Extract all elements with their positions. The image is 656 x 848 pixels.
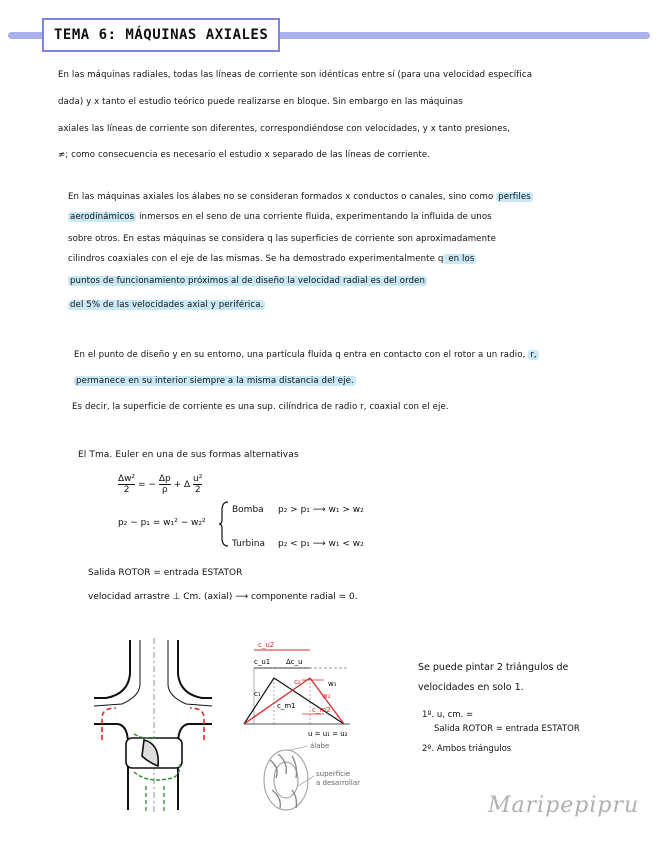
- salida-rotor-text: Salida ROTOR = entrada ESTATOR: [88, 568, 243, 578]
- euler-equation-2: p₂ − p₁ = w₁² − w₂²: [118, 518, 206, 528]
- note-line: Se puede pintar 2 triángulos de: [418, 662, 569, 673]
- label-cm1: c_m1: [277, 702, 296, 710]
- label-u: u = u₁ = u₂: [308, 730, 348, 738]
- frac-den: 2: [123, 485, 130, 495]
- page-title: TEMA 6: MÁQUINAS AXIALES: [42, 18, 280, 52]
- text-segment: En las máquinas axiales los álabes no se consideran formados x conductos o canales, sino como: [68, 192, 497, 202]
- text-segment: cilindros coaxiales con el eje de las mismas. Se ha demostrado experimentalmente q: [68, 254, 444, 264]
- text-line: ≠; como consecuencia es necesario el estudio x separado de las líneas de corriente.: [58, 150, 431, 160]
- label-w1: w₁: [328, 680, 337, 688]
- note-line: 1º. u, cm. =: [422, 710, 474, 720]
- label-alabe: álabe: [310, 742, 330, 750]
- bomba-condition: p₂ > p₁ ⟶ w₁ > w₂: [278, 505, 364, 515]
- euler-equation-1: [118, 474, 202, 495]
- velocity-triangle-diagram: [240, 638, 390, 742]
- highlight-perfiles: perfiles: [498, 192, 531, 202]
- euler-intro: El Tma. Euler en una de sus formas alternativas: [78, 450, 299, 460]
- highlight-segment: en los: [445, 254, 475, 264]
- label-c2: c₂: [294, 678, 301, 686]
- label-cu2: c_u2: [258, 641, 275, 649]
- label-superficie: superficie: [316, 770, 351, 778]
- text-line: En las máquinas radiales, todas las líneas de corriente son idénticas entre sí (para una velocidad específica: [58, 70, 533, 80]
- author-signature: Maripepipru: [488, 793, 640, 818]
- label-a-desarrollar: a desarrollar: [316, 779, 361, 787]
- text-line: Es decir, la superficie de corriente es una sup. cilíndrica de radio r, coaxial con el eje.: [72, 402, 449, 412]
- highlight-distancia: permanece en su interior siempre a la misma distancia del eje.: [76, 376, 354, 386]
- note-line: Salida ROTOR = entrada ESTATOR: [434, 724, 580, 734]
- frac-num: Δp: [158, 474, 171, 484]
- bomba-label: Bomba: [232, 505, 264, 515]
- frac-num: u²: [193, 474, 203, 484]
- note-line: 2º. Ambos triángulos: [422, 744, 512, 754]
- blade-cylinder-diagram: [256, 738, 366, 818]
- text-line: sobre otros. En estas máquinas se considera q las superficies de corriente son aproximadamente: [68, 234, 496, 244]
- axial-machine-section-diagram: [88, 634, 218, 816]
- label-w2: w₂: [322, 692, 331, 700]
- brace-icon: [218, 500, 230, 548]
- text-line: axiales las líneas de corriente son diferentes, correspondiéndose con velocidades, y x tanto presiones,: [58, 124, 511, 134]
- highlight-velocidades: del 5% de las velocidades axial y periférica.: [70, 300, 264, 310]
- label-c1: c₁: [254, 690, 261, 698]
- frac-num: Δw²: [118, 474, 136, 484]
- label-cu1: c_u1: [254, 658, 271, 666]
- turbina-label: Turbina: [232, 539, 265, 549]
- velocidad-arrastre-text: velocidad arrastre ⊥ Cm. (axial) ⟶ componente radial = 0.: [88, 592, 358, 602]
- highlight-aerodinamicos: aerodinámicos: [70, 212, 135, 222]
- highlight-puntos: puntos de funcionamiento próximos al de diseño la velocidad radial es del orden: [70, 276, 426, 286]
- text-segment: En el punto de diseño y en su entorno, una partícula fluida q entra en contacto con el rotor a un radio,: [74, 350, 529, 360]
- label-dcu: Δc_u: [286, 658, 303, 666]
- turbina-condition: p₂ < p₁ ⟶ w₁ < w₂: [278, 539, 364, 549]
- text-segment: inmersos en el seno de una corriente fluida, experimentando la influida de unos: [136, 212, 492, 222]
- frac-den: ρ: [161, 485, 168, 495]
- eq-operator: = −: [138, 480, 156, 490]
- label-cm2: c_m2: [312, 706, 331, 714]
- text-line: dada) y x tanto el estudio teórico puede realizarse en bloque. Sin embargo en las máquinas: [58, 97, 464, 107]
- highlight-radius: r,: [530, 350, 537, 360]
- frac-den: 2: [194, 485, 201, 495]
- note-line: velocidades en solo 1.: [418, 682, 524, 693]
- eq-operator: + Δ: [173, 480, 191, 490]
